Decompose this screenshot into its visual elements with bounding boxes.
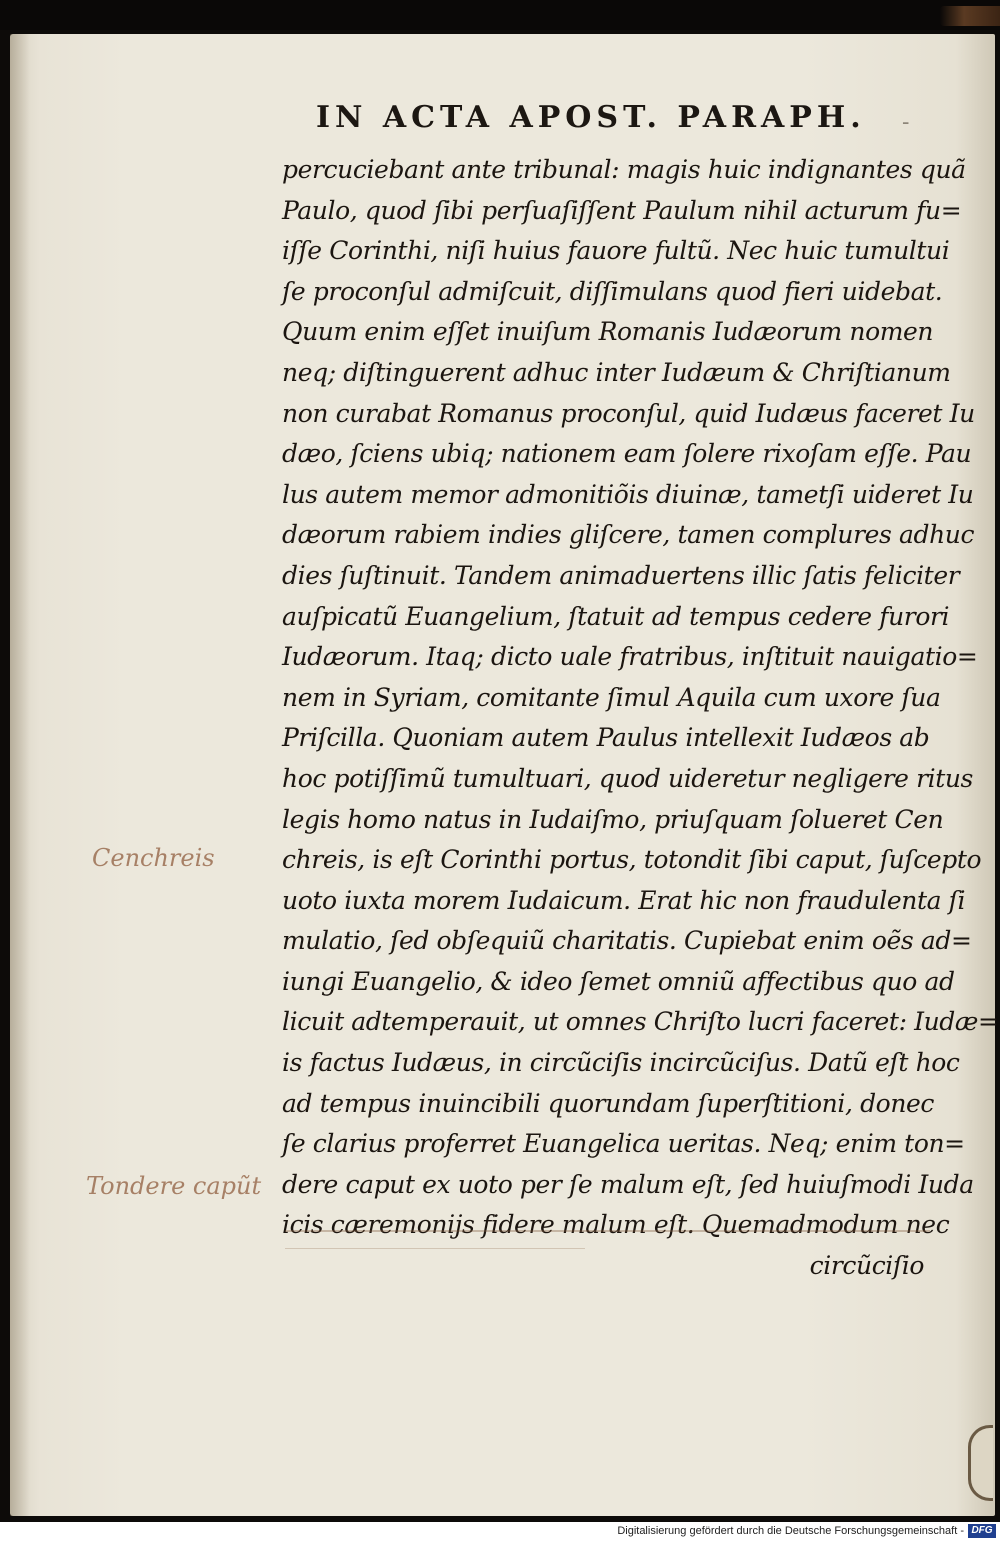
text-line: is factus Iudæus, in circũciſis incircũciſus. Datũ eſt hoc (282, 1048, 960, 1078)
text-line: Priſcilla. Quoniam autem Paulus intellexit Iudæos ab (282, 723, 930, 753)
text-line: iſſe Corinthi, niſi huius fauore fultũ. Nec huic tumultui (282, 236, 950, 266)
text-line: chreis, is eſt Corinthi portus, totondit ſibi caput, ſuſcepto (282, 845, 982, 875)
text-line: auſpicatũ Euangelium, ſtatuit ad tempus cedere furori (282, 601, 950, 631)
running-head-mark: - (902, 110, 910, 135)
text-line: mulatio, ſed obſequiũ charitatis. Cupiebat enim oẽs ad= (282, 926, 972, 956)
text-line: Paulo, quod ſibi perſuaſiſſent Paulum nihil acturum fu= (282, 195, 962, 225)
text-line: dere caput ex uoto per ſe malum eſt, ſed huiuſmodi Iuda (282, 1169, 974, 1199)
text-line: legis homo natus in Iudaiſmo, priuſquam ſolueret Cen (282, 804, 944, 834)
page-clip-edge (968, 1425, 993, 1501)
text-line: lus autem memor admonitiõis diuinæ, tametſi uideret Iu (282, 479, 974, 509)
text-line: Quum enim eſſet inuiſum Romanis Iudæorum nomen (282, 317, 934, 347)
text-line: non curabat Romanus proconſul, quid Iudæus faceret Iu (282, 398, 975, 428)
underline-mark (285, 1230, 930, 1232)
text-line: percuciebant ante tribunal: magis huic indignantes quã (282, 155, 966, 184)
marginal-note-tondere: Tondere capũt (86, 1172, 262, 1200)
text-line: ad tempus inuincibili quorundam ſuperſtitioni, donec (282, 1088, 935, 1118)
text-line: neq; diſtinguerent adhuc inter Iudæum & Chriſtianum (282, 357, 951, 387)
text-line: hoc potiſſimũ tumultuari, quod uideretur negligere ritus (282, 763, 973, 793)
running-head: IN ACTA APOST. PARAPH. (316, 100, 866, 135)
text-line: nem in Syriam, comitante ſimul Aquila cum uxore ſua (282, 682, 941, 712)
scan-top-strip (0, 0, 1000, 30)
body-text-block (282, 150, 999, 1287)
text-line: icis cæremonijs fidere malum eſt. Quemadmodum nec (282, 1210, 950, 1240)
catchword: circũciſio (809, 1251, 924, 1281)
gutter-shadow (10, 34, 30, 1516)
underline-mark-faint (285, 1248, 585, 1249)
text-line: Iudæorum. Itaq; dicto uale fratribus, inſtituit nauigatio= (282, 642, 978, 672)
text-line: dæo, ſciens ubiq; nationem eam ſolere rixoſam eſſe. Pau (282, 439, 972, 469)
binding-edge (940, 6, 1000, 26)
text-line: ſe clarius proferret Euangelica ueritas. Neq; enim ton= (282, 1129, 965, 1159)
text-line: ſe proconſul admiſcuit, diſſimulans quod fieri uidebat. (282, 276, 943, 306)
marginal-note-cenchreis: Cenchreis (92, 844, 215, 872)
text-line: uoto iuxta morem Iudaicum. Erat hic non fraudulenta ſi (282, 885, 966, 915)
text-line: dies ſuſtinuit. Tandem animaduertens illic ſatis feliciter (282, 560, 960, 590)
footer-credit: Digitalisierung gefördert durch die Deutsche Forschungsgemeinschaft - (617, 1525, 964, 1537)
text-line: licuit adtemperauit, ut omnes Chriſto lucri faceret: Iudæ= (282, 1007, 999, 1037)
dfg-logo: DFG (968, 1524, 996, 1538)
text-line: dæorum rabiem indies gliſcere, tamen complures adhuc (282, 520, 975, 550)
text-line: iungi Euangelio, & ideo ſemet omniũ affectibus quo ad (282, 966, 955, 996)
